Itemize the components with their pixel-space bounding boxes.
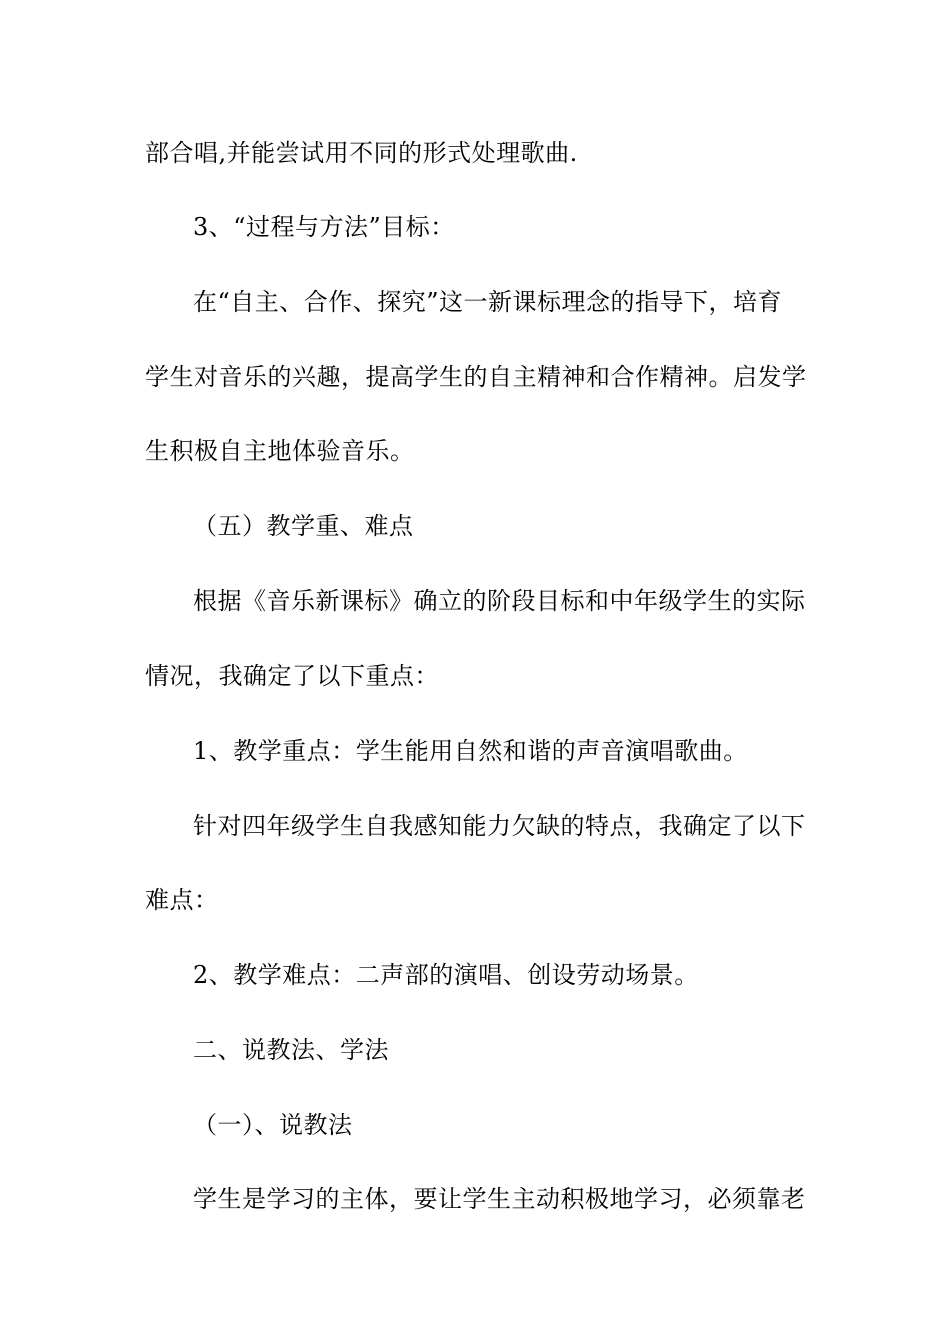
- text-line-12: 2、教学难点：二声部的演唱、创设劳动场景。: [193, 961, 699, 989]
- text-line-1: 部合唱,并能尝试用不同的形式处理歌曲.: [145, 139, 578, 167]
- text-line-5: 生积极自主地体验音乐。: [145, 437, 415, 465]
- text-line-10: 针对四年级学生自我感知能力欠缺的特点，我确定了以下: [193, 812, 806, 840]
- text-line-3: 在“自主、合作、探究”这一新课标理念的指导下，培育: [193, 288, 783, 316]
- text-line-2: 3、“过程与方法”目标：: [193, 213, 455, 241]
- section-heading-methods: 二、说教法、学法: [193, 1036, 389, 1064]
- text-line-8: 情况，我确定了以下重点：: [145, 662, 439, 690]
- text-line-9: 1、教学重点：学生能用自然和谐的声音演唱歌曲。: [193, 737, 748, 765]
- section-heading-key-points: （五）教学重、难点: [193, 512, 414, 540]
- text-line-11: 难点：: [145, 886, 219, 914]
- text-line-15: 学生是学习的主体，要让学生主动积极地学习，必须靠老: [193, 1185, 806, 1213]
- subsection-heading-teaching-method: （一）、说教法: [193, 1111, 353, 1139]
- text-line-7: 根据《音乐新课标》确立的阶段目标和中年级学生的实际: [193, 587, 806, 615]
- text-line-4: 学生对音乐的兴趣，提高学生的自主精神和合作精神。启发学: [145, 363, 807, 391]
